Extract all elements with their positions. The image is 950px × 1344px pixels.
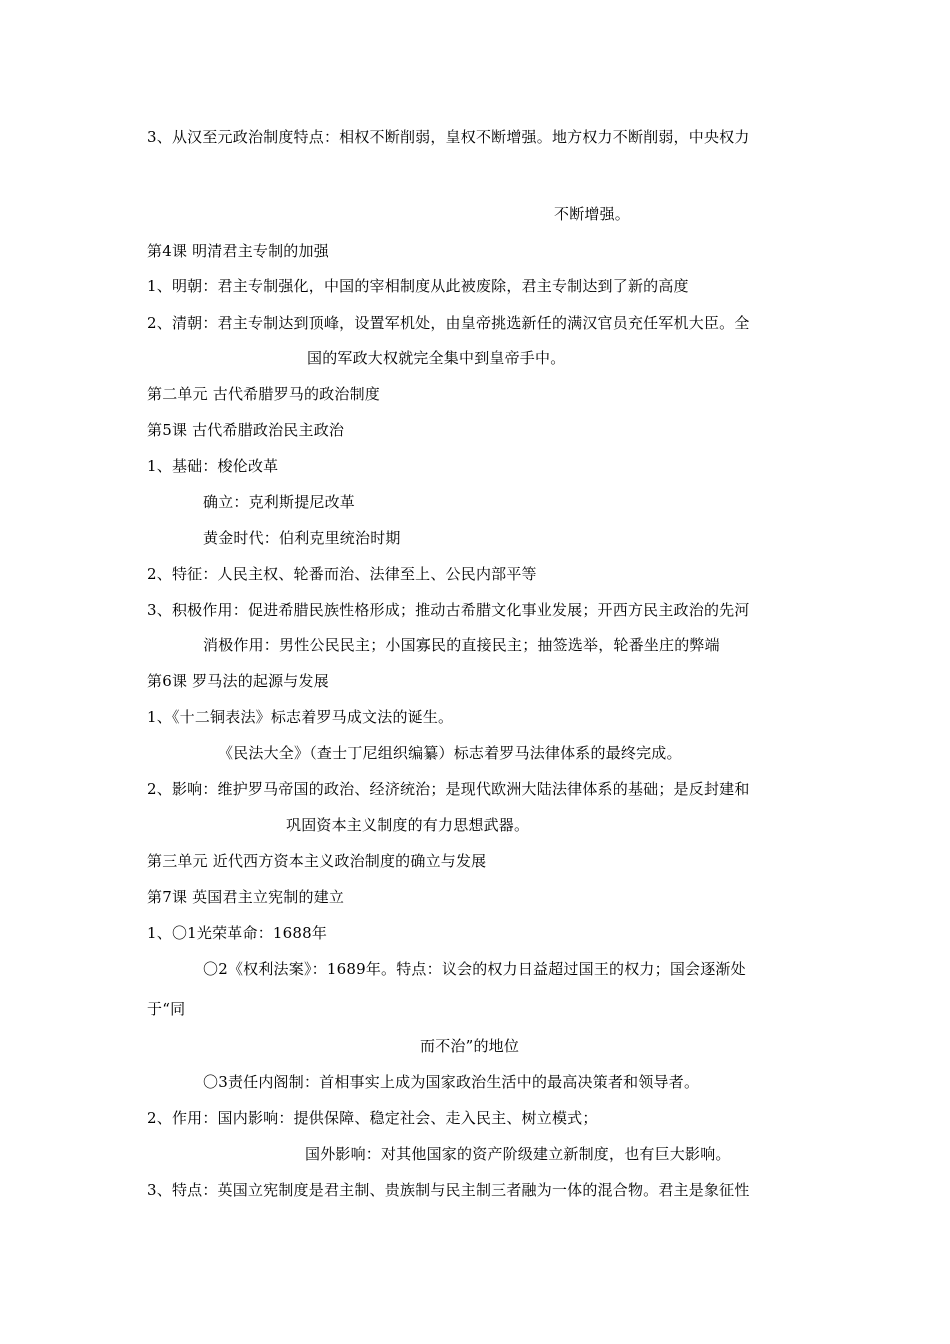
text-line: 而不治”的地位 — [420, 1037, 520, 1055]
text-line: 1、〇1光荣革命：1688年 — [147, 924, 328, 942]
text-line: 《民法大全》（查士丁尼组织编纂）标志着罗马法律体系的最终完成。 — [218, 744, 682, 762]
text-line: 黄金时代：伯利克里统治时期 — [203, 529, 401, 547]
text-line: 〇2《权利法案》：1689年。特点：议会的权力日益超过国王的权力；国会逐渐处 — [203, 960, 746, 978]
text-line: 1、明朝：君主专制强化，中国的宰相制度从此被废除，君主专制达到了新的高度 — [147, 277, 689, 295]
unit-heading: 第三单元 近代西方资本主义政治制度的确立与发展 — [147, 852, 487, 870]
unit-heading: 第二单元 古代希腊罗马的政治制度 — [147, 385, 380, 403]
text-line: 消极作用：男性公民民主；小国寡民的直接民主；抽签选举，轮番坐庄的弊端 — [203, 636, 720, 654]
text-line: 3、积极作用：促进希腊民族性格形成；推动古希腊文化事业发展；开西方民主政治的先河 — [147, 601, 750, 619]
section-heading: 第5课 古代希腊政治民主政治 — [147, 421, 345, 439]
text-line: 国外影响：对其他国家的资产阶级建立新制度，也有巨大影响。 — [305, 1145, 731, 1163]
section-heading: 第4课 明清君主专制的加强 — [147, 242, 329, 260]
text-line: 〇3责任内阁制：首相事实上成为国家政治生活中的最高决策者和领导者。 — [203, 1073, 700, 1091]
text-line: 3、从汉至元政治制度特点：相权不断削弱，皇权不断增强。地方权力不断削弱，中央权力 — [147, 128, 750, 146]
text-line: 1、基础：梭伦改革 — [147, 457, 279, 475]
text-line: 2、作用：国内影响：提供保障、稳定社会、走入民主、树立模式； — [147, 1109, 598, 1127]
text-line: 不断增强。 — [554, 205, 631, 223]
text-line: 2、影响：维护罗马帝国的政治、经济统治；是现代欧洲大陆法律体系的基础；是反封建和 — [147, 780, 750, 798]
text-line: 巩固资本主义制度的有力思想武器。 — [286, 816, 530, 834]
text-line: 于“同 — [147, 1000, 186, 1018]
text-line: 1、《十二铜表法》标志着罗马成文法的诞生。 — [147, 708, 454, 726]
section-heading: 第7课 英国君主立宪制的建立 — [147, 888, 345, 906]
text-line: 2、清朝：君主专制达到顶峰，设置军机处，由皇帝挑选新任的满汉官员充任军机大臣。全 — [147, 314, 750, 332]
text-line: 确立：克利斯提尼改革 — [203, 493, 356, 511]
text-line: 国的军政大权就完全集中到皇帝手中。 — [307, 349, 566, 367]
text-line: 3、特点：英国立宪制度是君主制、贵族制与民主制三者融为一体的混合物。君主是象征性 — [147, 1181, 750, 1199]
text-line: 2、特征：人民主权、轮番而治、法律至上、公民内部平等 — [147, 565, 537, 583]
section-heading: 第6课 罗马法的起源与发展 — [147, 672, 329, 690]
